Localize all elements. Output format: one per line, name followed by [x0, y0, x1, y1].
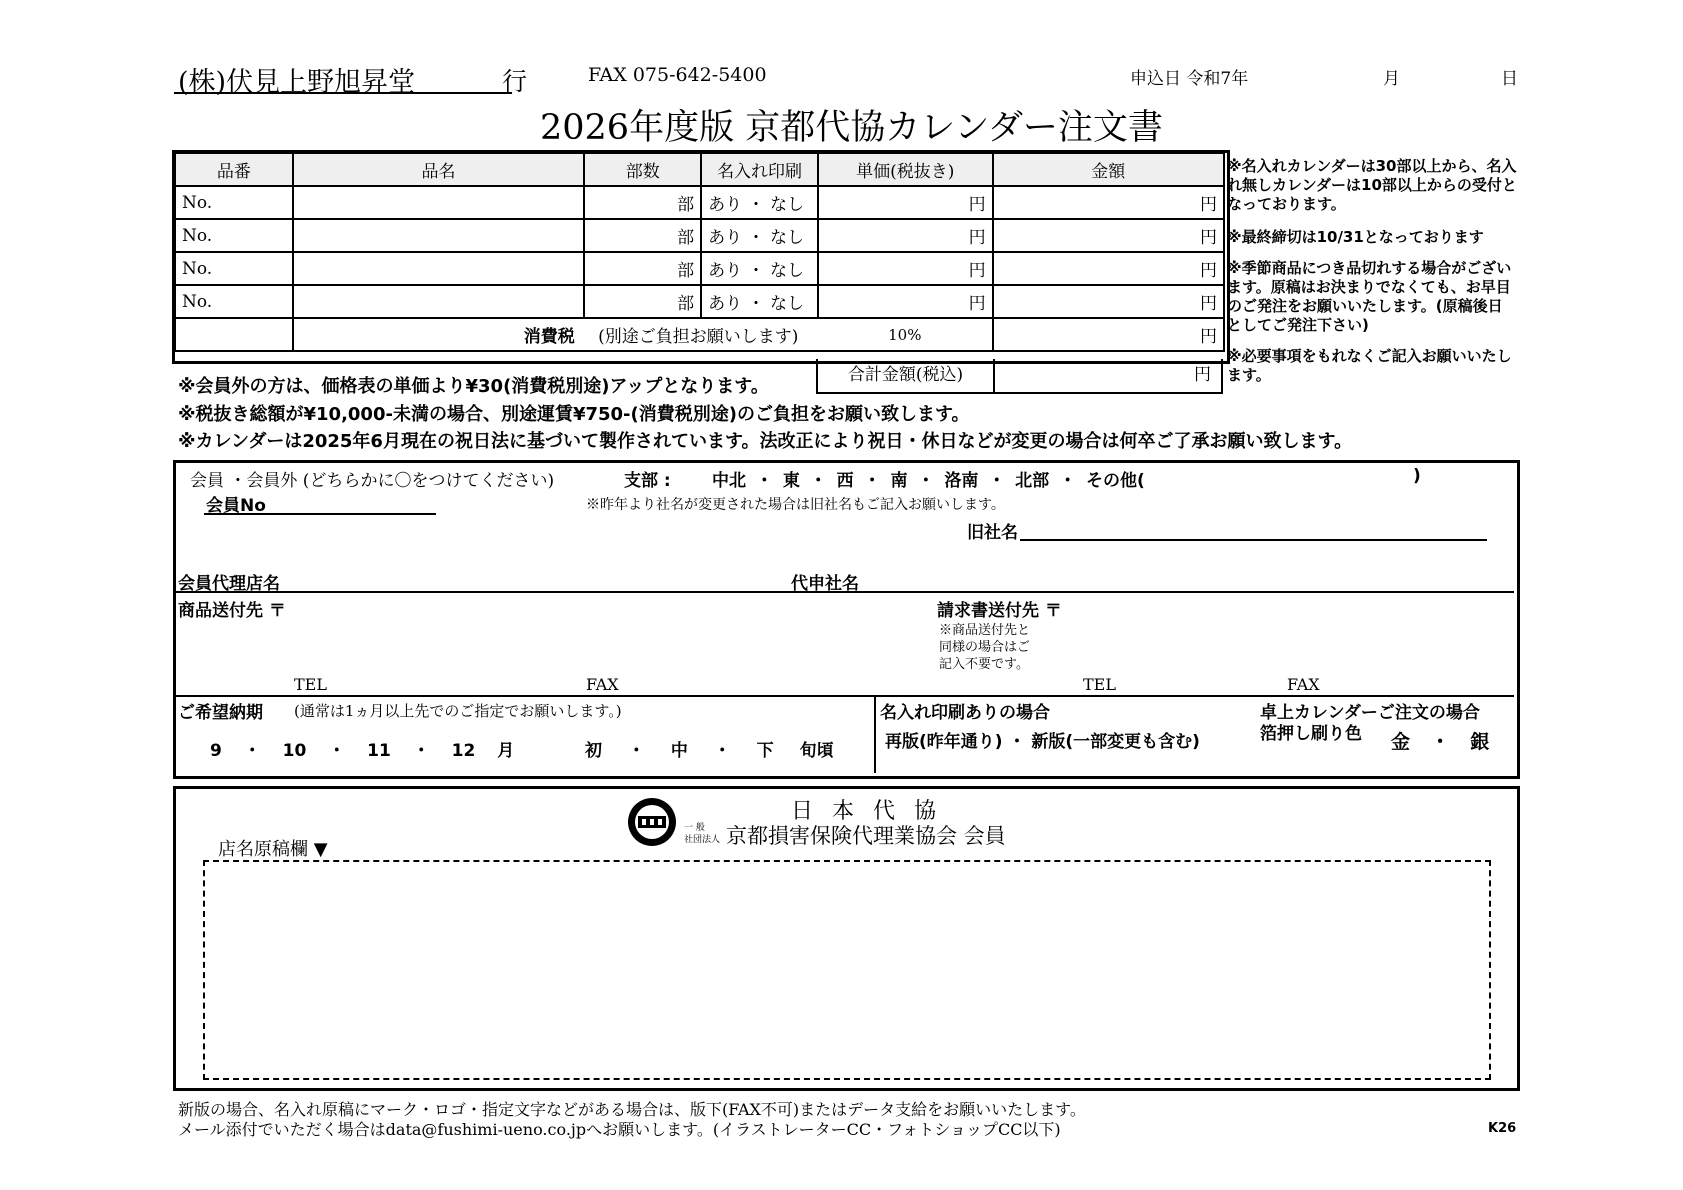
header-amount: 金額 [993, 153, 1224, 186]
note-line: ※税抜き総額が¥10,000-未満の場合、別途運賃¥750-(消費税別途)のご負担をお願い致します。 [178, 404, 970, 425]
side-note: ※名入れカレンダーは30部以上から、名入れ無しカレンダーは10部以上からの受付となっております。 [1227, 157, 1517, 213]
foil-label: 箔押し刷り色 [1260, 724, 1362, 744]
print-options[interactable]: 再版(昨年通り) ・ 新版(一部変更も含む) [885, 732, 1200, 752]
ship-fax-label: FAX [586, 675, 619, 694]
old-name-line[interactable] [1020, 539, 1487, 541]
desk-case-label: 卓上カレンダーご注文の場合 [1260, 703, 1480, 723]
logo-name: 京都損害保険代理業協会 会員 [726, 824, 1006, 848]
invoice-tel-label: TEL [1083, 675, 1116, 694]
note-line: ※カレンダーは2025年6月現在の祝日法に基づいて製作されています。法改正により祝日・休日などが変更の場合は何卒ご了承お願い致します。 [178, 431, 1353, 452]
total-amount-cell[interactable]: 円 [991, 359, 1223, 394]
recipient: (株)伏見上野旭昇堂 [178, 67, 416, 98]
invoice-note: 記入不要です。 [939, 657, 1029, 672]
print-choice[interactable]: あり ・ なし [701, 219, 818, 252]
print-choice[interactable]: あり ・ なし [701, 285, 818, 318]
page-title: 2026年度版 京都代協カレンダー注文書 [540, 108, 1163, 148]
agency-name-label: 会員代理店名 [178, 574, 280, 594]
logo-small: 社団法人 [684, 835, 721, 845]
header-name-print: 名入れ印刷 [701, 153, 818, 186]
unit-price-cell[interactable]: 円 [818, 186, 993, 219]
footer-line: 新版の場合、名入れ原稿にマーク・ロゴ・指定文字などがある場合は、版下(FAX不可)またはデータ支給をお願いいたします。 [178, 1100, 1086, 1119]
delivery-note: (通常は1ヵ月以上先でのご指定でお願いします。) [294, 702, 622, 720]
info-divider [174, 695, 1514, 697]
member-no-line[interactable] [204, 513, 436, 515]
item-no[interactable]: No. [175, 285, 293, 318]
branch-close: ) [1413, 466, 1421, 486]
header-unit-price: 単価(税抜き) [818, 153, 993, 186]
old-name-label: 旧社名 [967, 523, 1018, 543]
amount-cell[interactable]: 円 [993, 219, 1224, 252]
side-note: ※季節商品につき品切れする場合がございます。原稿はお決まりでなくても、お早目のご発注をお願いいたします。(原稿後日としてご発注下さい) [1227, 259, 1512, 334]
unit-price-cell[interactable]: 円 [818, 219, 993, 252]
fax-number: FAX 075-642-5400 [588, 64, 767, 86]
note-line: ※会員外の方は、価格表の単価より¥30(消費税別途)アップとなります。 [178, 376, 769, 397]
copies-cell[interactable]: 部 [584, 252, 701, 285]
side-note: ※最終締切は10/31となっております [1227, 228, 1484, 246]
date-month: 月 [1383, 69, 1400, 89]
copies-cell[interactable]: 部 [584, 219, 701, 252]
info-divider [174, 591, 1514, 593]
invoice-note: ※商品送付先と [939, 623, 1031, 638]
footer-line: メール添付でいただく場合はdata@fushimi-ueno.co.jpへお願いします。(イラストレーターCC・フォトショップCC以下) [178, 1120, 1061, 1139]
copies-cell[interactable]: 部 [584, 285, 701, 318]
ship-to-label: 商品送付先 〒 [178, 601, 286, 621]
logo-small: 一 般 [684, 823, 705, 833]
header-item-name: 品名 [293, 153, 585, 186]
order-table-frame [172, 150, 1230, 364]
member-no-label: 会員No [206, 496, 266, 516]
amount-cell[interactable]: 円 [993, 285, 1224, 318]
amount-cell[interactable]: 円 [993, 252, 1224, 285]
tax-note: (別途ご負担お願いします) [598, 327, 799, 347]
old-name-note: ※昨年より社名が変更された場合は旧社名もご記入お願いします。 [586, 497, 1005, 513]
header-item-code: 品番 [175, 153, 293, 186]
invoice-note: 同様の場合はご [939, 640, 1031, 655]
item-no[interactable]: No. [175, 219, 293, 252]
recipient-underline [174, 92, 512, 94]
amount-cell[interactable]: 円 [993, 186, 1224, 219]
total-label: 合計金額(税込) [816, 359, 995, 394]
print-case-label: 名入れ印刷ありの場合 [880, 703, 1050, 723]
manuscript-area[interactable] [203, 860, 1491, 1080]
form-code: K26 [1488, 1121, 1517, 1136]
delivery-label: ご希望納期 [178, 703, 263, 723]
manuscript-label: 店名原稿欄 ▼ [218, 839, 328, 860]
unit-price-cell[interactable]: 円 [818, 285, 993, 318]
branch-label: 支部 : [624, 471, 671, 491]
delivery-months[interactable]: 9 ・ 10 ・ 11 ・ 12 月 [210, 741, 515, 761]
proxy-name-label: 代申社名 [791, 574, 859, 594]
unit-price-cell[interactable]: 円 [818, 252, 993, 285]
info-vertical-divider [874, 695, 876, 773]
recipient-suffix: 行 [502, 67, 528, 96]
delivery-periods[interactable]: 初 ・ 中 ・ 下 旬頃 [585, 741, 834, 761]
branch-options[interactable]: 中北 ・ 東 ・ 西 ・ 南 ・ 洛南 ・ 北部 ・ その他( [712, 471, 1145, 491]
tax-amount-cell[interactable]: 円 [993, 318, 1224, 351]
ship-tel-label: TEL [294, 675, 327, 694]
item-no[interactable]: No. [175, 252, 293, 285]
member-choice[interactable]: 会員 ・会員外 (どちらかに〇をつけてください) [190, 471, 555, 491]
logo-org: 日 本 代 協 [791, 799, 942, 824]
date-day: 日 [1501, 69, 1518, 89]
foil-options[interactable]: 金 ・ 銀 [1391, 731, 1490, 753]
header-copies: 部数 [584, 153, 701, 186]
print-choice[interactable]: あり ・ なし [701, 186, 818, 219]
print-choice[interactable]: あり ・ なし [701, 252, 818, 285]
item-no[interactable]: No. [175, 186, 293, 219]
association-logo [622, 796, 682, 848]
invoice-fax-label: FAX [1287, 675, 1320, 694]
date-label: 申込日 令和7年 [1130, 69, 1249, 89]
side-note: ※必要事項をもれなくご記入お願いいたします。 [1227, 347, 1512, 384]
tax-rate: 10% [818, 318, 993, 351]
tax-label: 消費税 [523, 327, 575, 347]
copies-cell[interactable]: 部 [584, 186, 701, 219]
invoice-to-label: 請求書送付先 〒 [937, 601, 1062, 621]
